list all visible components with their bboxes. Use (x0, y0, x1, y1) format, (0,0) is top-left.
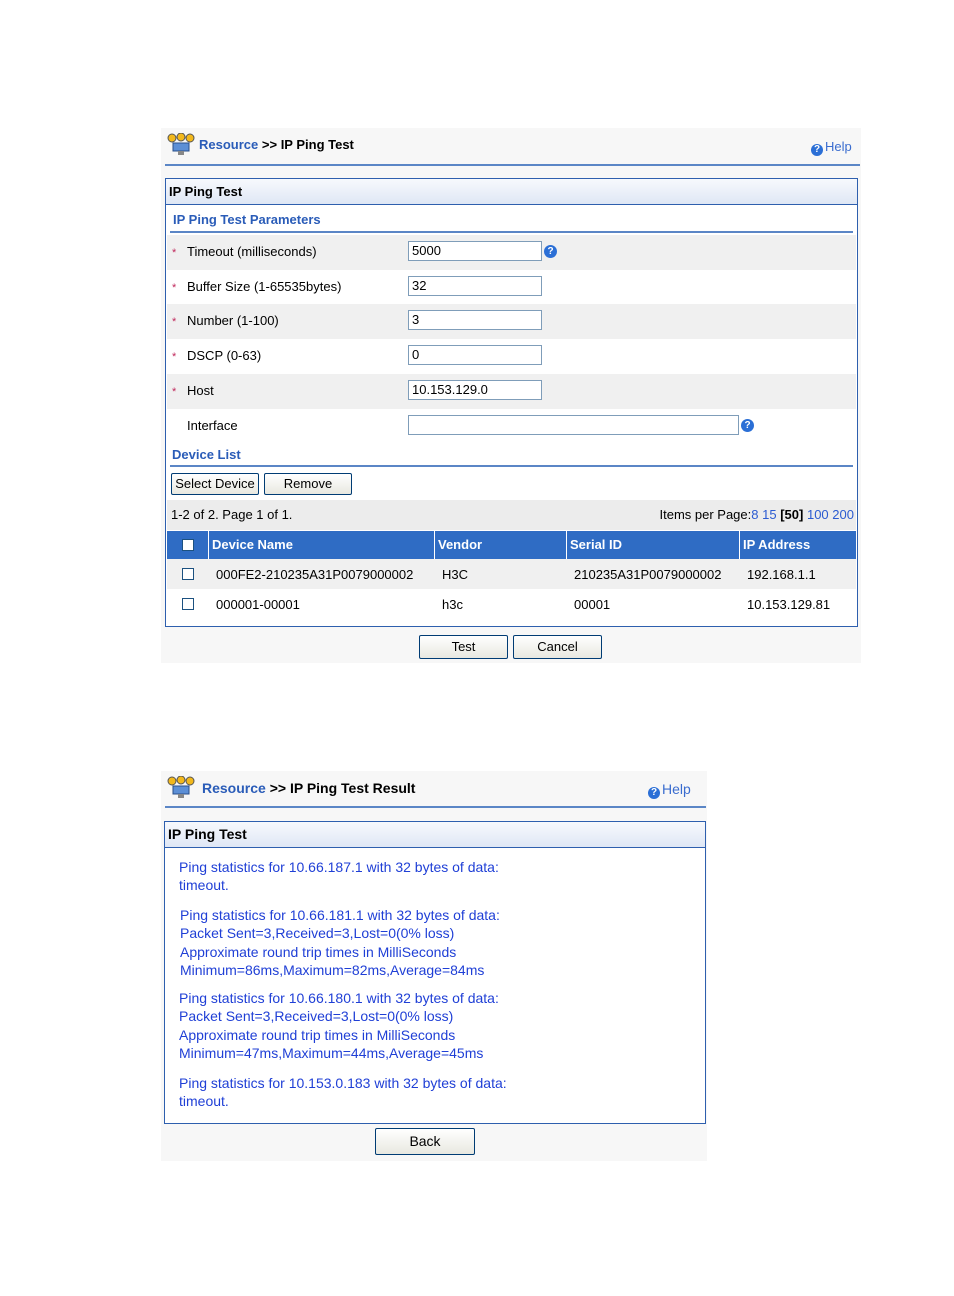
help-icon: ? (811, 144, 823, 156)
result-line: Minimum=86ms,Maximum=82ms,Average=84ms (180, 961, 485, 978)
result-line: Ping statistics for 10.66.180.1 with 32 bytes of data: (179, 990, 499, 1006)
field-row-interface (167, 409, 856, 444)
ip-ping-test-panel (165, 178, 858, 627)
result-line: Approximate round trip times in MilliSeconds (180, 943, 457, 960)
ping-result-block (179, 1074, 507, 1111)
header-rule (165, 164, 860, 166)
breadcrumb (199, 137, 354, 152)
field-row-buffer-size (167, 270, 856, 305)
help-link[interactable] (811, 139, 852, 156)
row-checkbox[interactable] (182, 598, 194, 610)
breadcrumb-separator: >> (269, 780, 287, 796)
required-marker: * (172, 386, 177, 398)
ping-result-block (179, 989, 499, 1062)
panel-title: IP Ping Test (166, 179, 857, 205)
params-section-title: IP Ping Test Parameters (173, 212, 321, 227)
items-per-page-15[interactable]: 15 (762, 507, 777, 522)
pagination-summary: 1-2 of 2. Page 1 of 1. (171, 507, 293, 522)
field-row-host (167, 374, 856, 409)
device-name-cell: 000001-00001 (216, 597, 300, 612)
interface-input[interactable] (408, 415, 739, 435)
column-header-device-name[interactable]: Device Name (208, 531, 434, 559)
required-marker: * (172, 282, 177, 294)
back-button[interactable]: Back (375, 1128, 475, 1155)
panel-title: IP Ping Test (165, 822, 705, 848)
breadcrumb-resource-link[interactable]: Resource (202, 780, 266, 796)
breadcrumb-current: IP Ping Test (280, 137, 354, 152)
result-line: Ping statistics for 10.153.0.183 with 32 bytes of data: (179, 1075, 507, 1091)
serial-id-cell: 210235A31P0079000002 (574, 567, 722, 582)
device-list-section-rule (170, 465, 853, 467)
device-list-section-title: Device List (172, 447, 241, 462)
interface-help-icon[interactable]: ? (741, 419, 754, 432)
field-row-timeout (167, 235, 856, 270)
field-row-dscp (167, 339, 856, 374)
items-per-page-8[interactable]: 8 (751, 507, 759, 522)
required-marker: * (172, 247, 177, 259)
select-all-checkbox[interactable] (182, 539, 194, 551)
vendor-cell: h3c (442, 597, 463, 612)
ping-result-block (180, 906, 500, 979)
resource-logo-icon (167, 776, 195, 800)
result-line: Ping statistics for 10.66.187.1 with 32 bytes of data: (179, 859, 499, 875)
breadcrumb-current: IP Ping Test Result (289, 780, 416, 796)
device-name-cell: 000FE2-210235A31P0079000002 (216, 567, 414, 582)
column-header-ip-address[interactable]: IP Address (739, 531, 856, 559)
column-header-vendor[interactable]: Vendor (434, 531, 566, 559)
test-button[interactable]: Test (419, 635, 508, 659)
row-checkbox[interactable] (182, 568, 194, 580)
ip-address-cell: 10.153.129.81 (747, 597, 831, 612)
header-rule (165, 806, 706, 808)
timeout-label: Timeout (milliseconds) (187, 244, 317, 259)
result-line: Ping statistics for 10.66.181.1 with 32 bytes of data: (180, 907, 500, 923)
table-row (167, 559, 856, 589)
dscp-label: DSCP (0-63) (187, 348, 262, 363)
breadcrumb-resource-link[interactable]: Resource (199, 137, 259, 152)
items-per-page-100[interactable]: 100 (806, 507, 829, 522)
vendor-cell: H3C (442, 567, 469, 582)
table-row (167, 589, 856, 619)
remove-button[interactable]: Remove (264, 473, 352, 495)
buffer-size-input[interactable] (408, 276, 542, 296)
serial-id-cell: 00001 (574, 597, 611, 612)
field-row-number (167, 304, 856, 339)
number-input[interactable] (408, 310, 542, 330)
required-marker: * (172, 351, 177, 363)
cancel-button[interactable]: Cancel (513, 635, 602, 659)
result-line: Packet Sent=3,Received=3,Lost=0(0% loss) (180, 925, 455, 942)
items-per-page-current: [50] (780, 507, 804, 522)
result-line: Approximate round trip times in MilliSeconds (179, 1026, 456, 1043)
result-line: Packet Sent=3,Received=3,Lost=0(0% loss) (179, 1008, 454, 1025)
params-section-rule (170, 231, 853, 233)
resource-logo-icon (167, 133, 195, 157)
buffer-size-label: Buffer Size (1-65535bytes) (187, 279, 342, 294)
breadcrumb-separator: >> (261, 137, 278, 152)
items-per-page (659, 507, 854, 522)
ip-address-cell: 192.168.1.1 (747, 567, 816, 582)
host-label: Host (187, 383, 214, 398)
result-line: Minimum=47ms,Maximum=44ms,Average=45ms (179, 1044, 484, 1061)
select-device-button[interactable]: Select Device (171, 473, 259, 495)
column-header-serial-id[interactable]: Serial ID (566, 531, 739, 559)
required-marker: * (172, 316, 177, 328)
help-link[interactable] (648, 781, 691, 799)
dscp-input[interactable] (408, 345, 542, 365)
ip-ping-test-result-panel (164, 821, 706, 1124)
ping-result-block (179, 858, 499, 895)
result-line: timeout. (179, 877, 229, 894)
timeout-help-icon[interactable]: ? (544, 245, 557, 258)
items-per-page-label: Items per Page: (659, 507, 752, 522)
result-line: timeout. (179, 1093, 229, 1110)
host-input[interactable] (408, 380, 542, 400)
help-label: Help (825, 139, 852, 154)
number-label: Number (1-100) (187, 313, 279, 328)
help-icon: ? (648, 787, 660, 799)
interface-label: Interface (187, 418, 238, 433)
device-table-header (167, 531, 856, 559)
help-label: Help (662, 781, 691, 797)
breadcrumb (202, 780, 415, 796)
timeout-input[interactable] (408, 241, 542, 261)
items-per-page-200[interactable]: 200 (832, 507, 854, 522)
